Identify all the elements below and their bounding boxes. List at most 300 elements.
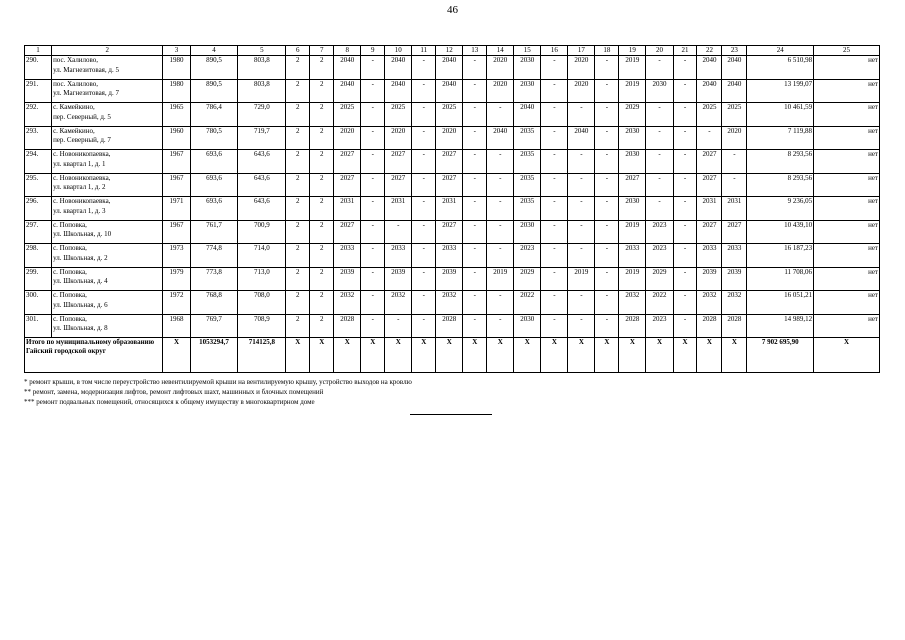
data-cell: 2027 bbox=[722, 220, 747, 244]
data-cell: 2029 bbox=[619, 103, 646, 127]
row-number: 301. bbox=[25, 314, 52, 338]
data-cell: 2040 bbox=[385, 56, 412, 80]
data-cell: - bbox=[595, 244, 619, 268]
data-cell: 2033 bbox=[619, 244, 646, 268]
data-cell: - bbox=[463, 103, 487, 127]
column-header: 3 bbox=[163, 46, 190, 56]
data-cell: 2 bbox=[286, 267, 310, 291]
table-row bbox=[25, 103, 880, 127]
data-cell: - bbox=[463, 79, 487, 103]
address-settlement: пос. Халилово, bbox=[53, 56, 99, 64]
data-cell: нет bbox=[814, 103, 880, 127]
column-header: 6 bbox=[286, 46, 310, 56]
data-cell: 2 bbox=[310, 314, 334, 338]
data-cell: 2030 bbox=[619, 126, 646, 150]
data-cell: - bbox=[361, 103, 385, 127]
address-settlement: с. Новоникопаевка, bbox=[53, 173, 111, 182]
data-cell: 2031 bbox=[334, 197, 361, 221]
column-header: 2 bbox=[52, 46, 163, 56]
data-cell: 773,8 bbox=[190, 267, 238, 291]
data-cell: 2029 bbox=[646, 267, 673, 291]
total-label: Итого по муниципальному образованию Гайский городской округ bbox=[25, 338, 163, 373]
data-cell: 14 989,12 bbox=[747, 314, 814, 338]
data-cell: 2025 bbox=[697, 103, 722, 127]
data-cell: 9 236,05 bbox=[747, 197, 814, 221]
data-cell: 2025 bbox=[334, 103, 361, 127]
data-cell: - bbox=[568, 197, 595, 221]
data-cell: 2023 bbox=[646, 244, 673, 268]
table-row bbox=[25, 56, 880, 80]
data-cell: 2027 bbox=[385, 150, 412, 174]
data-cell: - bbox=[595, 173, 619, 197]
data-cell: - bbox=[487, 220, 514, 244]
total-cell: X bbox=[619, 338, 646, 373]
data-cell: 2040 bbox=[722, 79, 747, 103]
data-cell: 2 bbox=[286, 314, 310, 338]
data-cell: 2027 bbox=[436, 150, 463, 174]
data-cell: - bbox=[595, 56, 619, 80]
total-cell: X bbox=[646, 338, 673, 373]
address-settlement: с. Камейкино, bbox=[53, 126, 95, 135]
page-number: 46 bbox=[447, 4, 458, 16]
data-cell: - bbox=[722, 173, 747, 197]
data-cell: 2032 bbox=[619, 291, 646, 315]
data-cell: нет bbox=[814, 173, 880, 197]
data-cell: - bbox=[673, 56, 697, 80]
data-cell: 786,4 bbox=[190, 103, 238, 127]
data-cell: 8 293,56 bbox=[747, 173, 814, 197]
data-cell: 2 bbox=[310, 220, 334, 244]
data-cell: - bbox=[463, 267, 487, 291]
address-settlement: с. Новоникопаевка, bbox=[53, 197, 111, 205]
total-cell: X bbox=[697, 338, 722, 373]
column-header: 25 bbox=[814, 46, 880, 56]
total-cell: X bbox=[568, 338, 595, 373]
address-cell bbox=[52, 79, 163, 103]
column-header: 15 bbox=[514, 46, 541, 56]
data-cell: - bbox=[412, 267, 436, 291]
data-cell: 2030 bbox=[646, 79, 673, 103]
data-cell: - bbox=[487, 173, 514, 197]
data-cell: 2 bbox=[286, 244, 310, 268]
data-cell: - bbox=[412, 56, 436, 80]
total-cell: X bbox=[814, 338, 880, 373]
data-cell: 2031 bbox=[436, 197, 463, 221]
data-cell: - bbox=[487, 291, 514, 315]
data-cell: - bbox=[361, 173, 385, 197]
data-cell: - bbox=[595, 291, 619, 315]
data-cell: - bbox=[463, 244, 487, 268]
address-settlement: с. Поповка, bbox=[53, 267, 87, 276]
data-cell: 2 bbox=[286, 150, 310, 174]
data-cell: 11 708,06 bbox=[747, 267, 814, 291]
data-cell: - bbox=[463, 150, 487, 174]
data-cell: - bbox=[463, 126, 487, 150]
data-cell: 2 bbox=[310, 267, 334, 291]
data-cell: 643,6 bbox=[238, 173, 286, 197]
data-cell: 2019 bbox=[568, 267, 595, 291]
table-row bbox=[25, 126, 880, 150]
data-cell: - bbox=[595, 197, 619, 221]
data-cell: 2 bbox=[310, 173, 334, 197]
column-header: 18 bbox=[595, 46, 619, 56]
address-settlement: с. Поповка, bbox=[53, 244, 87, 252]
data-cell: - bbox=[361, 56, 385, 80]
data-cell: 2 bbox=[310, 126, 334, 150]
data-cell: - bbox=[646, 103, 673, 127]
row-number: 296. bbox=[25, 197, 52, 221]
data-cell: 13 199,07 bbox=[747, 79, 814, 103]
data-cell: 2028 bbox=[722, 314, 747, 338]
data-cell: - bbox=[412, 173, 436, 197]
data-cell: 2023 bbox=[646, 220, 673, 244]
data-cell: 2030 bbox=[514, 79, 541, 103]
data-cell: 1967 bbox=[163, 173, 190, 197]
total-cell: X bbox=[385, 338, 412, 373]
data-cell: нет bbox=[814, 56, 880, 80]
data-cell: 2032 bbox=[385, 291, 412, 315]
data-cell: 2039 bbox=[436, 267, 463, 291]
data-cell: - bbox=[463, 291, 487, 315]
data-cell: нет bbox=[814, 79, 880, 103]
data-cell: 2033 bbox=[722, 244, 747, 268]
data-cell: - bbox=[487, 244, 514, 268]
data-cell: 693,6 bbox=[190, 150, 238, 174]
data-cell: - bbox=[568, 220, 595, 244]
total-cell: X bbox=[487, 338, 514, 373]
data-cell: 2019 bbox=[619, 79, 646, 103]
data-cell: 2 bbox=[286, 197, 310, 221]
data-cell: - bbox=[463, 220, 487, 244]
table-row bbox=[25, 197, 880, 221]
data-cell: 693,6 bbox=[190, 197, 238, 221]
address-cell bbox=[52, 244, 163, 268]
column-header: 5 bbox=[238, 46, 286, 56]
address-street: пер. Северный, д. 7 bbox=[53, 136, 111, 144]
data-cell: 890,5 bbox=[190, 56, 238, 80]
data-cell: 2 bbox=[286, 103, 310, 127]
address-cell bbox=[52, 267, 163, 291]
data-cell: - bbox=[412, 79, 436, 103]
address-settlement: пос. Халилово, bbox=[53, 79, 99, 88]
data-cell: 2020 bbox=[722, 126, 747, 150]
data-cell: 700,9 bbox=[238, 220, 286, 244]
total-cell: X bbox=[310, 338, 334, 373]
total-cell: X bbox=[463, 338, 487, 373]
data-cell: 2040 bbox=[334, 56, 361, 80]
data-cell: 2022 bbox=[514, 291, 541, 315]
data-cell: 713,0 bbox=[238, 267, 286, 291]
data-cell: 761,7 bbox=[190, 220, 238, 244]
data-cell: 2027 bbox=[385, 173, 412, 197]
footnote-basement: *** ремонт подвальных помещений, относящихся к общему имуществу в многоквартирном доме bbox=[24, 398, 315, 406]
data-cell: 2027 bbox=[334, 173, 361, 197]
data-cell: 2032 bbox=[697, 291, 722, 315]
data-cell: - bbox=[673, 103, 697, 127]
address-cell bbox=[52, 126, 163, 150]
data-cell: 2033 bbox=[385, 244, 412, 268]
data-cell: 6 510,98 bbox=[747, 56, 814, 80]
address-settlement: с. Камейкино, bbox=[53, 103, 95, 111]
data-cell: 2025 bbox=[722, 103, 747, 127]
data-cell: - bbox=[361, 314, 385, 338]
data-cell: 2027 bbox=[436, 220, 463, 244]
address-street: ул. квартал 1, д. 1 bbox=[53, 159, 106, 168]
data-cell: - bbox=[463, 173, 487, 197]
total-cell: X bbox=[673, 338, 697, 373]
data-cell: 2040 bbox=[436, 79, 463, 103]
data-cell: 2 bbox=[286, 56, 310, 80]
data-cell: 729,0 bbox=[238, 103, 286, 127]
table-row bbox=[25, 173, 880, 197]
data-cell: - bbox=[541, 314, 568, 338]
data-cell: 2020 bbox=[568, 79, 595, 103]
data-cell: 1965 bbox=[163, 103, 190, 127]
data-cell: - bbox=[412, 197, 436, 221]
data-cell: 2035 bbox=[514, 173, 541, 197]
data-cell: 2033 bbox=[436, 244, 463, 268]
data-cell: 2027 bbox=[436, 173, 463, 197]
column-header: 21 bbox=[673, 46, 697, 56]
data-cell: - bbox=[412, 220, 436, 244]
data-cell: - bbox=[595, 126, 619, 150]
data-cell: - bbox=[568, 173, 595, 197]
data-cell: 2035 bbox=[514, 126, 541, 150]
data-cell: 2040 bbox=[697, 56, 722, 80]
data-cell: 2033 bbox=[334, 244, 361, 268]
data-cell: 2030 bbox=[514, 220, 541, 244]
data-cell: - bbox=[568, 291, 595, 315]
data-cell: - bbox=[487, 197, 514, 221]
data-cell: - bbox=[541, 173, 568, 197]
data-cell: 1967 bbox=[163, 220, 190, 244]
data-cell: 2 bbox=[310, 56, 334, 80]
data-cell: 2040 bbox=[697, 79, 722, 103]
address-cell bbox=[52, 314, 163, 338]
data-cell: нет bbox=[814, 267, 880, 291]
data-cell: 2 bbox=[286, 291, 310, 315]
data-cell: - bbox=[595, 267, 619, 291]
column-header: 4 bbox=[190, 46, 238, 56]
data-cell: - bbox=[463, 197, 487, 221]
data-cell: 2035 bbox=[514, 150, 541, 174]
data-cell: нет bbox=[814, 150, 880, 174]
address-street: ул. Школьная, д. 2 bbox=[53, 253, 108, 262]
data-cell: 2040 bbox=[514, 103, 541, 127]
data-cell: 2023 bbox=[514, 244, 541, 268]
data-cell: 1968 bbox=[163, 314, 190, 338]
data-cell: - bbox=[412, 150, 436, 174]
data-cell: 768,8 bbox=[190, 291, 238, 315]
data-cell: - bbox=[595, 220, 619, 244]
data-cell: - bbox=[541, 291, 568, 315]
data-cell: 708,9 bbox=[238, 314, 286, 338]
footnotes bbox=[24, 377, 412, 407]
total-cell: 1053294,7 bbox=[190, 338, 238, 373]
data-cell: - bbox=[541, 267, 568, 291]
table-row bbox=[25, 267, 880, 291]
data-cell: - bbox=[385, 314, 412, 338]
data-cell: 1980 bbox=[163, 79, 190, 103]
data-cell: 2040 bbox=[487, 126, 514, 150]
row-number: 300. bbox=[25, 291, 52, 315]
data-cell: - bbox=[541, 150, 568, 174]
address-settlement: с. Поповка, bbox=[53, 220, 87, 229]
address-street: ул. квартал 1, д. 2 bbox=[53, 183, 106, 191]
data-cell: 2040 bbox=[334, 79, 361, 103]
data-cell: - bbox=[646, 173, 673, 197]
total-cell: X bbox=[361, 338, 385, 373]
table-row bbox=[25, 244, 880, 268]
row-number: 294. bbox=[25, 150, 52, 174]
data-cell: - bbox=[361, 244, 385, 268]
data-cell: 693,6 bbox=[190, 173, 238, 197]
data-cell: 2020 bbox=[487, 79, 514, 103]
column-header: 17 bbox=[568, 46, 595, 56]
address-cell bbox=[52, 220, 163, 244]
data-cell: 2 bbox=[286, 126, 310, 150]
data-cell: нет bbox=[814, 126, 880, 150]
data-cell: 803,8 bbox=[238, 56, 286, 80]
table-row bbox=[25, 150, 880, 174]
total-cell: X bbox=[436, 338, 463, 373]
data-cell: 16 187,23 bbox=[747, 244, 814, 268]
data-cell: - bbox=[541, 79, 568, 103]
data-cell: 2027 bbox=[697, 173, 722, 197]
data-cell: - bbox=[361, 291, 385, 315]
data-cell: - bbox=[722, 150, 747, 174]
data-cell: - bbox=[646, 150, 673, 174]
data-cell: 2020 bbox=[385, 126, 412, 150]
data-cell: 2 bbox=[310, 79, 334, 103]
address-cell bbox=[52, 56, 163, 80]
table-row bbox=[25, 291, 880, 315]
data-cell: 2019 bbox=[619, 220, 646, 244]
data-cell: - bbox=[568, 314, 595, 338]
data-cell: 2 bbox=[310, 103, 334, 127]
address-settlement: с. Поповка, bbox=[53, 314, 87, 323]
data-cell: 2020 bbox=[334, 126, 361, 150]
data-cell: - bbox=[361, 126, 385, 150]
data-cell: 2 bbox=[310, 150, 334, 174]
data-cell: нет bbox=[814, 220, 880, 244]
address-street: ул. Магнезитовая, д. 5 bbox=[53, 65, 119, 74]
data-cell: - bbox=[673, 197, 697, 221]
data-cell: 2029 bbox=[514, 267, 541, 291]
footnote-roof: * ремонт крыши, в том числе переустройство невентилируемой крыши на вентилируемую крышу, устройство выходов на кровлю bbox=[24, 378, 412, 386]
data-cell: - bbox=[568, 244, 595, 268]
total-cell: X bbox=[163, 338, 190, 373]
data-cell: - bbox=[595, 150, 619, 174]
data-cell: - bbox=[646, 126, 673, 150]
data-cell: - bbox=[361, 197, 385, 221]
closing-rule bbox=[410, 414, 492, 415]
data-cell: 2040 bbox=[722, 56, 747, 80]
data-cell: 1967 bbox=[163, 150, 190, 174]
data-cell: - bbox=[568, 150, 595, 174]
data-cell: 2023 bbox=[646, 314, 673, 338]
data-cell: 2028 bbox=[334, 314, 361, 338]
data-cell: - bbox=[361, 220, 385, 244]
data-cell: 2 bbox=[286, 79, 310, 103]
total-cell: X bbox=[541, 338, 568, 373]
data-cell: 2031 bbox=[385, 197, 412, 221]
data-cell: 2030 bbox=[619, 150, 646, 174]
column-header: 8 bbox=[334, 46, 361, 56]
column-header: 16 bbox=[541, 46, 568, 56]
data-cell: - bbox=[646, 56, 673, 80]
data-cell: 2022 bbox=[646, 291, 673, 315]
row-number: 290. bbox=[25, 56, 52, 80]
data-cell: нет bbox=[814, 244, 880, 268]
data-cell: 2025 bbox=[436, 103, 463, 127]
data-cell: - bbox=[697, 126, 722, 150]
data-cell: 2032 bbox=[436, 291, 463, 315]
address-cell bbox=[52, 291, 163, 315]
data-cell: - bbox=[412, 314, 436, 338]
data-cell: - bbox=[541, 220, 568, 244]
data-cell: 2028 bbox=[619, 314, 646, 338]
row-number: 299. bbox=[25, 267, 52, 291]
data-cell: 643,6 bbox=[238, 197, 286, 221]
column-header: 10 bbox=[385, 46, 412, 56]
data-cell: - bbox=[673, 220, 697, 244]
total-cell: X bbox=[595, 338, 619, 373]
data-cell: - bbox=[541, 103, 568, 127]
address-settlement: с. Поповка, bbox=[53, 291, 87, 299]
data-cell: - bbox=[673, 244, 697, 268]
data-cell: - bbox=[673, 173, 697, 197]
data-cell: - bbox=[541, 126, 568, 150]
data-cell: - bbox=[487, 103, 514, 127]
data-cell: 2035 bbox=[514, 197, 541, 221]
data-cell: 2027 bbox=[697, 150, 722, 174]
data-cell: 16 051,21 bbox=[747, 291, 814, 315]
column-header: 13 bbox=[463, 46, 487, 56]
data-cell: - bbox=[568, 103, 595, 127]
data-cell: - bbox=[595, 79, 619, 103]
row-number: 293. bbox=[25, 126, 52, 150]
data-cell: - bbox=[412, 126, 436, 150]
data-cell: 2027 bbox=[334, 150, 361, 174]
total-row bbox=[25, 338, 880, 373]
column-header: 9 bbox=[361, 46, 385, 56]
data-cell: нет bbox=[814, 197, 880, 221]
data-cell: 2 bbox=[286, 220, 310, 244]
data-cell: 719,7 bbox=[238, 126, 286, 150]
column-header: 7 bbox=[310, 46, 334, 56]
data-cell: 774,8 bbox=[190, 244, 238, 268]
data-cell: - bbox=[361, 150, 385, 174]
data-cell: 2019 bbox=[487, 267, 514, 291]
data-cell: 2039 bbox=[385, 267, 412, 291]
column-header: 11 bbox=[412, 46, 436, 56]
address-cell bbox=[52, 103, 163, 127]
data-cell: 10 439,10 bbox=[747, 220, 814, 244]
total-cell: X bbox=[412, 338, 436, 373]
data-cell: - bbox=[673, 267, 697, 291]
column-header: 20 bbox=[646, 46, 673, 56]
total-cell: 714125,8 bbox=[238, 338, 286, 373]
data-cell: - bbox=[673, 314, 697, 338]
column-header: 22 bbox=[697, 46, 722, 56]
row-number: 292. bbox=[25, 103, 52, 127]
table-row bbox=[25, 220, 880, 244]
data-cell: 1979 bbox=[163, 267, 190, 291]
data-cell: 643,6 bbox=[238, 150, 286, 174]
data-cell: 2040 bbox=[568, 126, 595, 150]
column-header: 14 bbox=[487, 46, 514, 56]
